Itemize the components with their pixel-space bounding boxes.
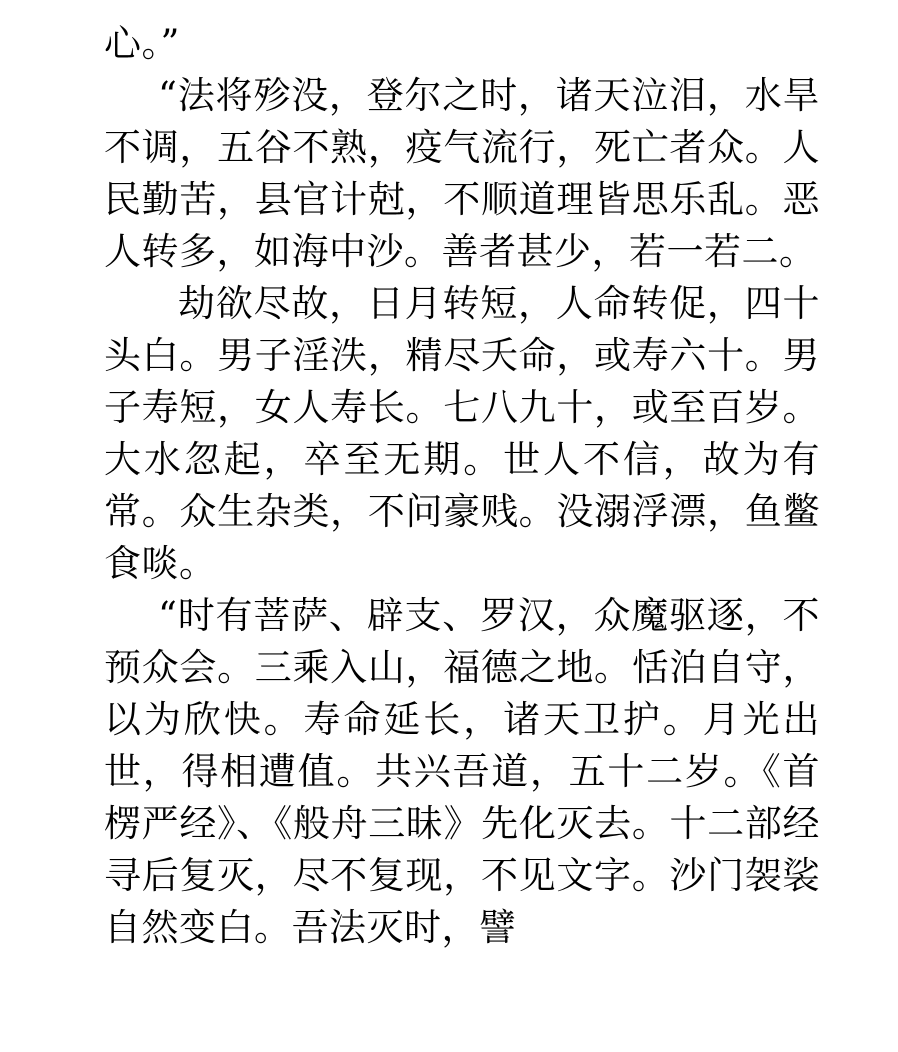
paragraph-bodhisattvas: “时有菩萨、辟支、罗汉，众魔驱逐，不预众会。三乘入山，福德之地。恬泊自守，以为欣快。寿命延长，诸天卫护。月光出世，得相遭值。共兴吾道，五十二岁。《首楞严经》、《般舟三昧》先化灭去。十二部经寻后复灭，尽不复现，不见文字。沙门袈裟自然变白。吾法灭时，譬: [104, 594, 820, 949]
paragraph-kalpa-ending: 劫欲尽故，日月转短，人命转促，四十头白。男子淫泆，精尽夭命，或寿六十。男子寿短，女人寿长。七八九十，或至百岁。大水忽起，卒至无期。世人不信，故为有常。众生杂类，不问豪贱。没溺浮漂，鱼鳖食啖。: [104, 282, 820, 585]
document-page: [104, 18, 820, 954]
paragraph-dharma-decline: “法将殄没，登尔之时，诸天泣泪，水旱不调，五谷不熟，疫气流行，死亡者众。人民勤苦，县官计尅，不顺道理皆思乐乱。恶人转多，如海中沙。善者甚少，若一若二。: [104, 74, 820, 273]
paragraph-continuation: 心。”: [104, 22, 180, 65]
